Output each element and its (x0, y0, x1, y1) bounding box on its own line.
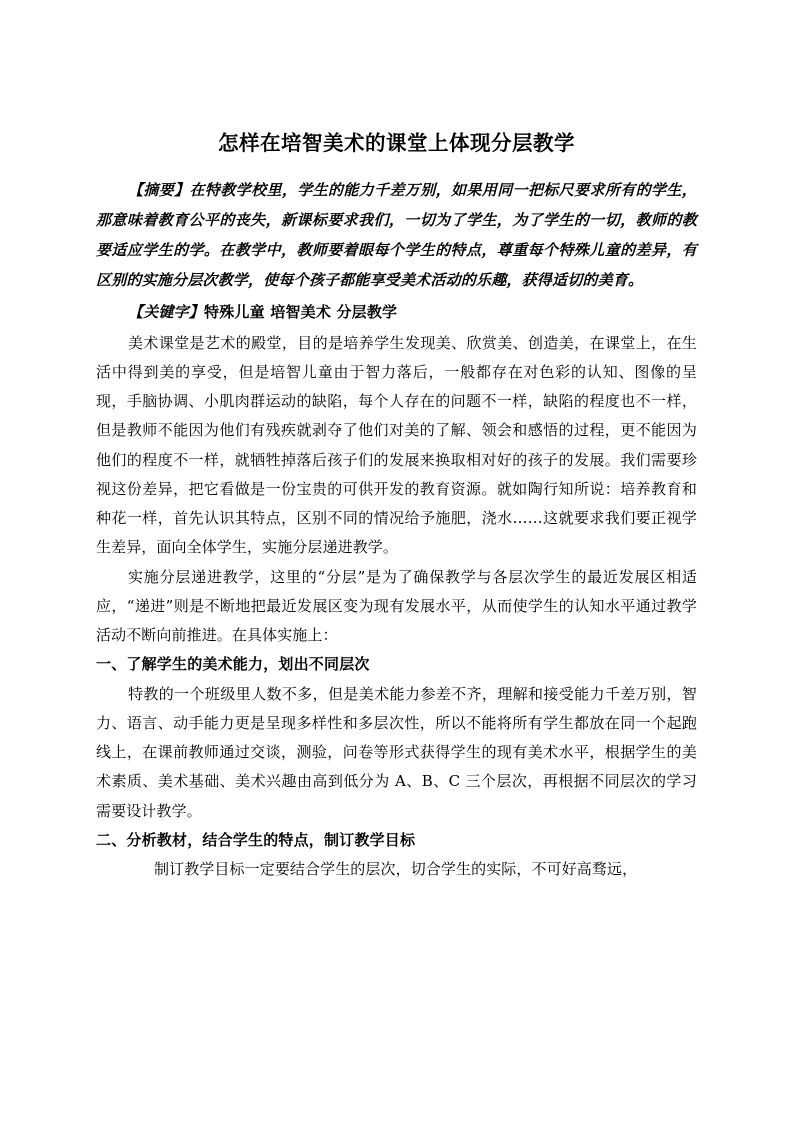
section-heading-two: 二、分析教材，结合学生的特点，制订教学目标 (96, 830, 416, 849)
keywords-value: 特殊儿童 培智美术 分层教学 (204, 302, 398, 321)
body-paragraph-2: 实施分层递进教学，这里的“分层”是为了确保教学与各层次学生的最近发展区相适应，“递进”则是不断地把最近发展区变为现有发展水平，从而使学生的认知水平通过教学活动不断向前推进。在具体实施上： (96, 567, 697, 645)
body-paragraph-1: 美术课堂是艺术的殿堂，目的是培养学生发现美、欣赏美、创造美，在课堂上，在生活中得到美的享受，但是培智儿童由于智力落后，一般都存在对色彩的认知、图像的呈现，手脑协调、小肌肉群运动的缺陷，每个人存在的问题不一样，缺陷的程度也不一样，但是教师不能因为他们有残疾就剥夺了他们对美的了解、领会和感悟的过程，更不能因为他们的程度不一样，就牺牲掉落后孩子们的发展来换取相对好的孩子的发展。我们需要珍视这份差异，把它看做是一份宝贵的可供开发的教育资源。就如陶行知所说：培养教育和种花一样，首先认识其特点，区别不同的情况给予施肥，浇水……这就要求我们要正视学生差异，面向全体学生，实施分层递进教学。 (96, 333, 697, 557)
section-one-body: 特教的一个班级里人数不多，但是美术能力参差不齐，理解和接受能力千差万别，智力、语言、动手能力更是呈现多样性和多层次性，所以不能将所有学生都放在同一个起跑线上，在课前教师通过交谈，测验，问卷等形式获得学生的现有美术水平，根据学生的美术素质、美术基础、美术兴趣由高到低分为 A、B、C 三个层次，再根据不同层次的学习需要设计教学。 (96, 684, 697, 820)
keywords-line (96, 297, 697, 327)
abstract-paragraph: 【摘要】在特教学校里，学生的能力千差万别，如果用同一把标尺要求所有的学生，那意味着教育公平的丧失，新课标要求我们，一切为了学生，为了学生的一切，教师的教要适应学生的学。在教学中，教师要着眼每个学生的特点，尊重每个特殊儿童的差异，有区别的实施分层次教学，使每个孩子都能享受美术活动的乐趣，获得适切的美育。 (96, 180, 697, 289)
page-title: 怎样在培智美术的课堂上体现分层教学 (218, 131, 575, 155)
keywords-label: 【关键字】 (128, 302, 205, 321)
section-two-body: 制订教学目标一定要结合学生的层次，切合学生的实际，不可好高骛远， (154, 860, 638, 879)
section-heading-one: 一、了解学生的美术能力，划出不同层次 (96, 655, 370, 674)
